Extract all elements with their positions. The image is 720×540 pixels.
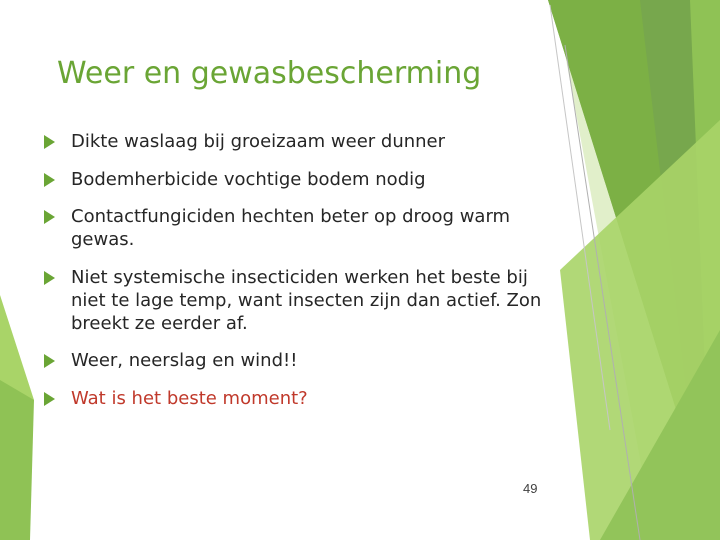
bullet-text: Dikte waslaag bij groeizaam weer dunner bbox=[71, 131, 446, 152]
bullet-item bbox=[44, 205, 544, 251]
bullet-text-highlight: Wat is het beste moment? bbox=[71, 387, 308, 409]
bullet-text: Niet systemische insecticiden werken het beste bij niet te lage temp, want insecten zijn dan actief. Zon breekt ze eerder af. bbox=[71, 266, 542, 334]
bullet-text: Bodemherbicide vochtige bodem nodig bbox=[71, 168, 426, 190]
bullet-item bbox=[44, 130, 544, 153]
bullet-arrow-icon bbox=[44, 173, 55, 187]
bullet-arrow-icon bbox=[44, 135, 55, 149]
bullet-arrow-icon bbox=[44, 271, 55, 285]
bullet-text: Weer, neerslag en wind!! bbox=[71, 350, 298, 371]
bullet-arrow-icon bbox=[44, 210, 55, 224]
bullet-arrow-icon bbox=[44, 392, 55, 406]
bullet-item bbox=[44, 266, 544, 335]
page-number: 49 bbox=[523, 481, 538, 496]
bullet-item bbox=[44, 349, 544, 372]
bullet-arrow-icon bbox=[44, 354, 55, 368]
bullet-list bbox=[44, 130, 544, 424]
bullet-item-highlight bbox=[44, 387, 544, 410]
right-green-shapes bbox=[548, 0, 720, 540]
bullet-item bbox=[44, 168, 544, 191]
left-green-shapes bbox=[0, 295, 34, 540]
bullet-text: Contactfungiciden hechten beter op droog warm gewas. bbox=[71, 206, 511, 250]
slide-title: Weer en gewasbescherming bbox=[57, 56, 482, 91]
